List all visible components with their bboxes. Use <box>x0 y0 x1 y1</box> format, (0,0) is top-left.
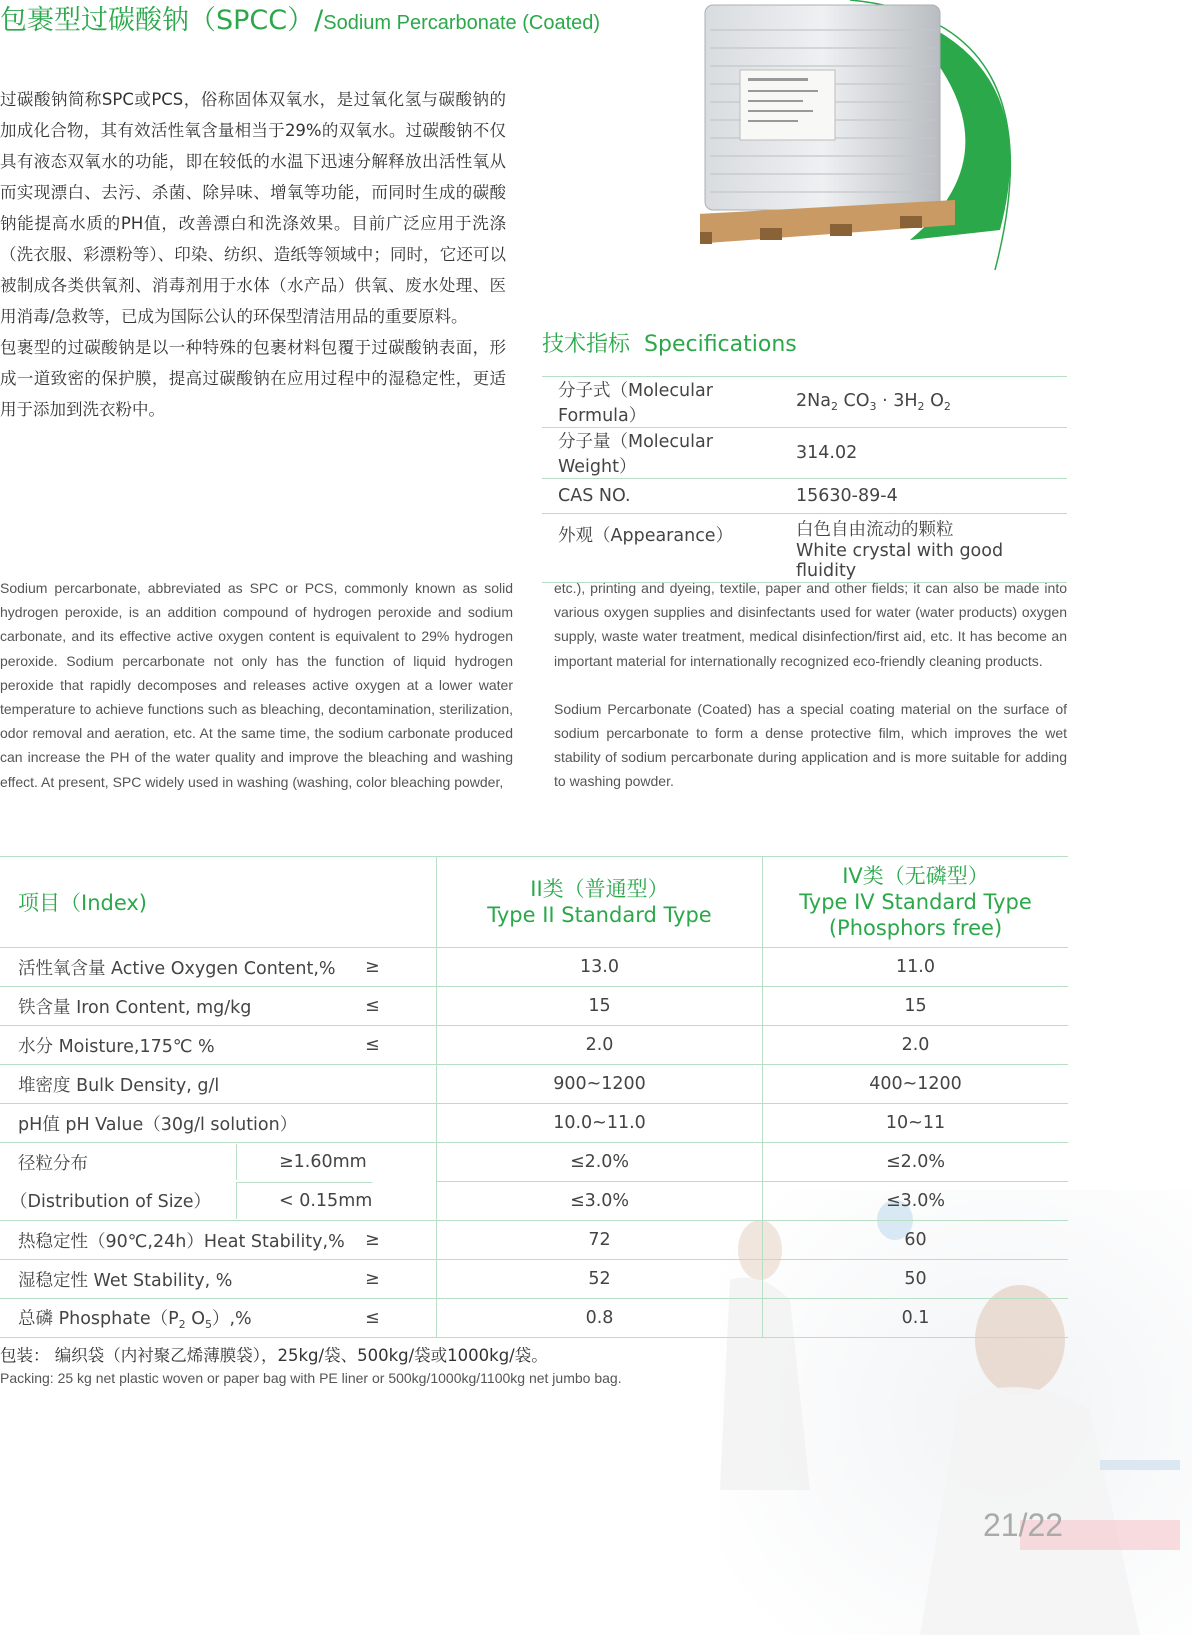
cell-type4: 11.0 <box>763 948 1069 987</box>
packing-cn: 包装： 编织袋（内衬聚乙烯薄膜袋），25kg/袋、500kg/袋或1000kg/袋。 <box>0 1346 548 1365</box>
table-row <box>0 1221 1068 1260</box>
intro-en-right-p2: Sodium Percarbonate (Coated) has a special coating material on the surface of sodium percarbonate to form a dense protective film, which improves the wet stability of sodium percarbonate during application and is more suitable for adding to washing powder. <box>554 700 1067 790</box>
table-row-size-a <box>0 1143 1068 1182</box>
table-row <box>0 1026 1068 1065</box>
spec-row-cas <box>542 479 1067 514</box>
intro-cn-p1: 过碳酸钠简称SPC或PCS，俗称固体双氧水，是过氧化氢与碳酸钠的加成化合物，其有效活性氧含量相当于29%的双氧水。过碳酸钠不仅具有液态双氧水的功能，即在较低的水温下迅速分解释放出活性氧从而实现漂白、去污、杀菌、除异味、增氧等功能，而同时生成的碳酸钠能提高水质的PH值，改善漂白和洗涤效果。目前广泛应用于洗涤（洗衣服、彩漂粉等）、印染、纺织、造纸等领域中；同时，它还可以被制成各类供氧剂、消毒剂用于水体（水产品）供氧、废水处理、医用消毒/急救等，已成为国际公认的环保型清洁用品的重要原料。 <box>0 90 506 326</box>
product-photo <box>700 0 1060 285</box>
intro-en-right <box>554 576 1067 794</box>
cell-type2: 13.0 <box>437 948 763 987</box>
spec-label: 分子式（Molecular Formula） <box>542 377 788 428</box>
type4-cn: IV类（无磷型） <box>842 864 989 888</box>
cell-type2: 10.0~11.0 <box>437 1104 763 1143</box>
spec-row-appearance <box>542 514 1067 583</box>
specs-title-en: Specifications <box>644 332 797 357</box>
spec-value <box>788 514 1067 583</box>
intro-en-right-p1: etc.), printing and dyeing, textile, paper and other fields; it can also be made into various oxygen supplies and disinfectants used for water (water products) oxygen supply, waste water treatment, medical disinfection/first aid, etc. It has become an important material for internationally recognized eco-friendly cleaning products. <box>554 580 1067 669</box>
row-sign: ≤ <box>365 1035 380 1055</box>
title-cn: 包裹型过碳酸钠（SPCC）/ <box>0 5 324 36</box>
table-row <box>0 1104 1068 1143</box>
size-label-cn: 径粒分布 <box>18 1153 88 1174</box>
row-sign: ≥ <box>365 1230 380 1250</box>
table-row <box>0 948 1068 987</box>
cell-type4: 2.0 <box>763 1026 1069 1065</box>
cell-type2: 0.8 <box>437 1299 763 1338</box>
page-number: 21/22 <box>983 1507 1064 1543</box>
row-sign: ≤ <box>365 996 380 1016</box>
type2-cn: II类（普通型） <box>530 877 669 901</box>
properties-table <box>0 856 1068 1338</box>
table-row <box>0 987 1068 1026</box>
cell-type4: ≤3.0% <box>763 1182 1069 1221</box>
specs-table <box>542 376 1067 583</box>
specs-title-cn: 技术指标 <box>542 332 631 357</box>
cell-type4: 0.1 <box>763 1299 1069 1338</box>
cell-type2: 52 <box>437 1260 763 1299</box>
row-sign: ≥ <box>365 957 380 977</box>
page-title <box>0 0 720 44</box>
row-sign: ≤ <box>365 1308 380 1328</box>
spec-label: CAS NO. <box>542 479 788 514</box>
cell-type2: ≤3.0% <box>437 1182 763 1221</box>
packing-en: Packing: 25 kg net plastic woven or paper bag with PE liner or 500kg/1000kg/1100kg net jumbo bag. <box>0 1370 622 1386</box>
spec-row-formula <box>542 377 1067 428</box>
row-sign: ≥ <box>365 1269 380 1289</box>
cell-type2: 72 <box>437 1221 763 1260</box>
row-label: 水分 Moisture,175℃ % <box>18 1036 215 1057</box>
row-label: 铁含量 Iron Content, mg/kg <box>18 997 252 1018</box>
table-row-size-b <box>0 1182 1068 1221</box>
table-header <box>0 857 1068 948</box>
table-row <box>0 1065 1068 1104</box>
cell-type4: 60 <box>763 1221 1069 1260</box>
row-label: 活性氧含量 Active Oxygen Content,% <box>18 958 336 979</box>
type4-header <box>763 857 1069 948</box>
spec-label: 分子量（Molecular Weight） <box>542 428 788 479</box>
cell-type4: ≤2.0% <box>763 1143 1069 1182</box>
spec-value: 15630-89-4 <box>788 479 1067 514</box>
cell-type4: 15 <box>763 987 1069 1026</box>
spec-label: 外观（Appearance） <box>542 514 788 583</box>
cell-type4: 50 <box>763 1260 1069 1299</box>
appearance-cn: 白色自由流动的颗粒 <box>796 519 954 540</box>
intro-cn-p2: 包裹型的过碳酸钠是以一种特殊的包裹材料包覆于过碳酸钠表面，形成一道致密的保护膜，提高过碳酸钠在应用过程中的湿稳定性，更适用于添加到洗衣粉中。 <box>0 338 506 419</box>
specs-title <box>542 327 797 358</box>
index-header: 项目（Index) <box>0 857 437 948</box>
type2-header <box>437 857 763 948</box>
cell-type2: 2.0 <box>437 1026 763 1065</box>
size-label-en: （Distribution of Size） <box>10 1192 212 1213</box>
row-label: 总磷 $Phosphate(P_2$ $O_5),\%$ <box>18 1309 252 1331</box>
jumbo-bag-image <box>700 0 1060 285</box>
appearance-en: White crystal with good fluidity <box>796 540 1004 581</box>
cell-type2: ≤2.0% <box>437 1143 763 1182</box>
row-label: 湿稳定性 Wet Stability, % <box>18 1270 233 1291</box>
type2-en: Type II Standard Type <box>487 903 712 927</box>
title-en: Sodium Percarbonate (Coated) <box>323 12 601 34</box>
row-label: 堆密度 Bulk Density, g/l <box>18 1075 220 1096</box>
cell-type4: 10~11 <box>763 1104 1069 1143</box>
size-sub1: ≥1.60mm <box>236 1144 367 1180</box>
intro-en-left-text: Sodium percarbonate, abbreviated as SPC or PCS, commonly known as solid hydrogen peroxide, is an addition compound of hydrogen peroxide and sodium carbonate, and its effective active oxygen content is equivalent to 29% hydrogen peroxide. Sodium percarbonate not only has the function of liquid hydrogen peroxide that rapidly decomposes and releases active oxygen at a lower water temperature to achieve functions such as bleaching, decontamination, sterilization, odor removal and aeration, etc. At the same time, the sodium carbonate produced can increase the PH of the water quality and improve the bleaching and washing effect. At present, SPC widely used in washing (washing, color bleaching powder, <box>0 580 513 790</box>
cell-type2: 15 <box>437 987 763 1026</box>
intro-cn <box>0 84 506 425</box>
spec-value: $2Na_2$ $CO_3 \cdot 3H_2$ $O_2$ <box>788 377 1067 428</box>
row-label: pH值 pH Value（30g/l solution） <box>18 1114 298 1135</box>
spec-row-weight <box>542 428 1067 479</box>
intro-en-left <box>0 576 513 794</box>
cell-type4: 400~1200 <box>763 1065 1069 1104</box>
table-row <box>0 1260 1068 1299</box>
type4-en2: (Phosphors free) <box>828 916 1003 940</box>
cell-type2: 900~1200 <box>437 1065 763 1104</box>
type4-en: Type IV Standard Type <box>799 890 1032 914</box>
spec-value: 314.02 <box>788 428 1067 479</box>
size-sub2: < 0.15mm <box>236 1182 372 1219</box>
row-label: 热稳定性（90℃,24h）Heat Stability,% <box>18 1231 345 1252</box>
table-row-phosphate <box>0 1299 1068 1338</box>
